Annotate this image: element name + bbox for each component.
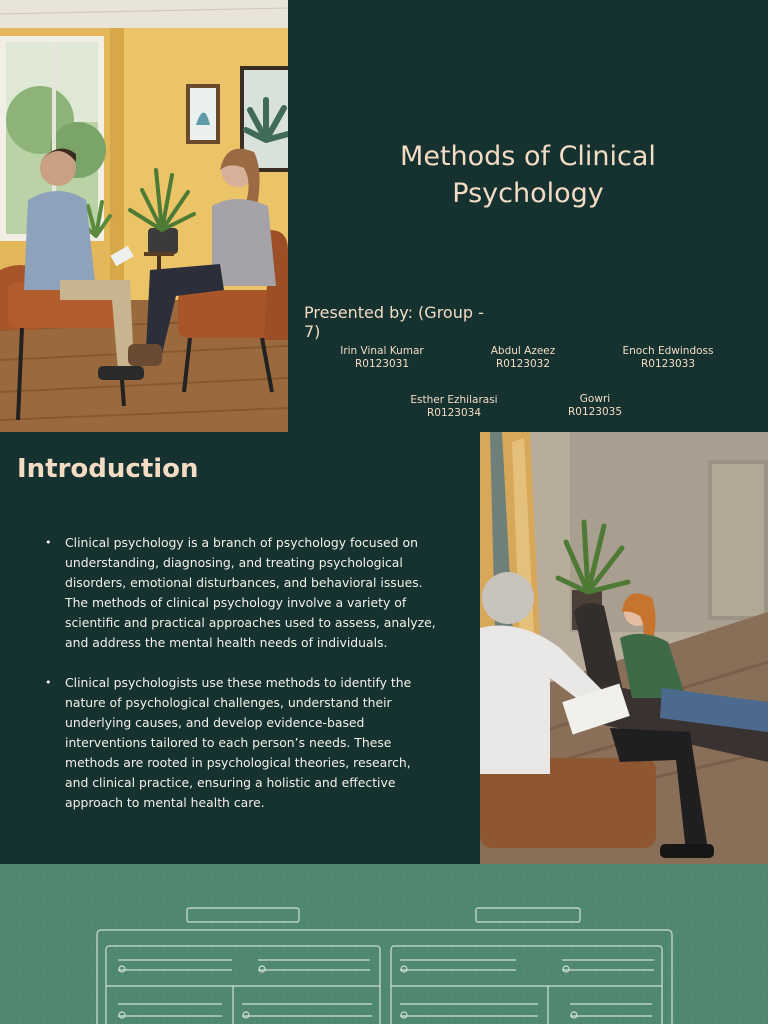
group-member (312, 345, 452, 371)
group-member (384, 394, 524, 420)
therapy-session-photo (0, 0, 288, 432)
chalkboard-form-illustration (0, 864, 768, 1024)
presentation-title: Methods of Clinical Psychology (400, 141, 656, 209)
counseling-room-photo (480, 432, 768, 864)
introduction-heading: Introduction (17, 454, 199, 484)
group-member (525, 393, 665, 419)
member-id: R0123031 (354, 358, 410, 370)
introduction-bullet-list (45, 533, 437, 833)
member-id: R0123035 (567, 406, 623, 418)
member-id: R0123033 (640, 358, 696, 370)
member-name: Abdul Azeez (490, 345, 556, 357)
group-member (598, 345, 738, 371)
chalkboard-slide (0, 864, 768, 1024)
title-slide (0, 0, 768, 432)
bullet-item: • Clinical psychology is a branch of psychology focused on understanding, diagnosing, and treating psychological disorders, emotional disturbances, and behavioral issues. The methods of clinical psychology involve a variety of scientific and practical approaches used to assess, analyze, and address the mental health needs of individuals. (45, 533, 437, 653)
member-name: Esther Ezhilarasi (410, 394, 498, 406)
member-name: Enoch Edwindoss (622, 345, 714, 357)
member-id: R0123032 (495, 358, 551, 370)
member-name: Irin Vinal Kumar (340, 345, 424, 357)
introduction-slide (0, 432, 768, 864)
group-member (453, 345, 593, 371)
member-id: R0123034 (426, 407, 482, 419)
member-name: Gowri (579, 393, 611, 405)
presented-by-label: Presented by: (Group - 7) (304, 303, 484, 341)
bullet-item: • Clinical psychologists use these methods to identify the nature of psychological challenges, understand their underlying causes, and develop evidence-based interventions tailored to each person’s needs. These methods are rooted in psychological theories, research, and clinical practice, ensuring a holistic and effective approach to mental health care. (45, 673, 437, 813)
